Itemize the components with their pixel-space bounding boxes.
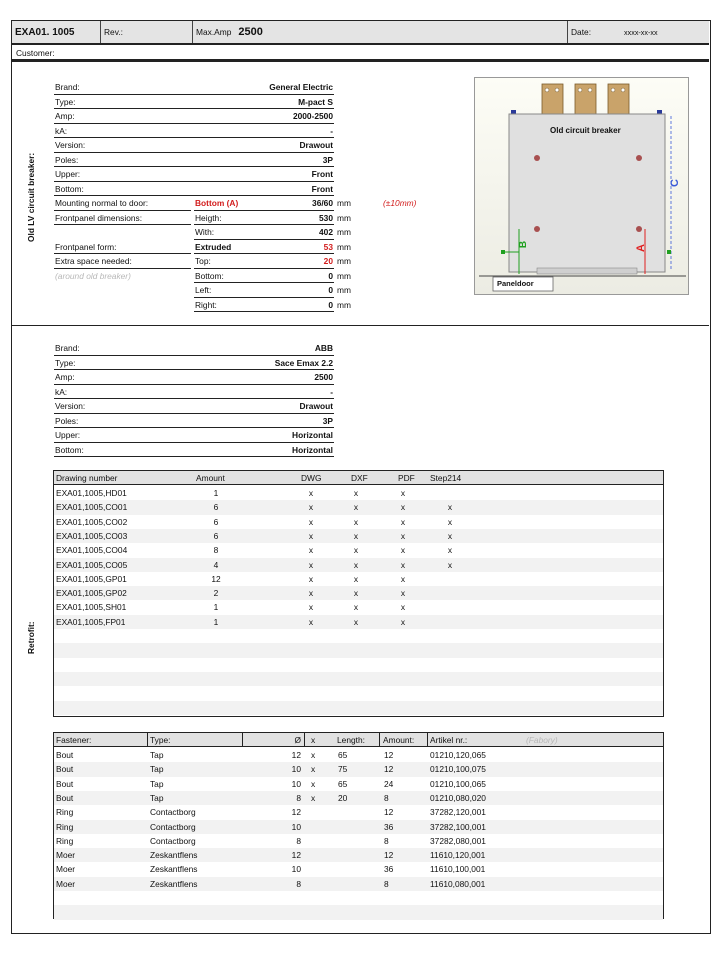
spec-label: kA: bbox=[55, 386, 68, 397]
fastener-type: Zeskantflens bbox=[150, 850, 198, 861]
unit-height: mm bbox=[337, 212, 351, 223]
table-row bbox=[54, 686, 663, 700]
drawing-dxf: x bbox=[353, 530, 359, 541]
fastener-type: Contactborg bbox=[150, 835, 196, 846]
fastener-kind: Ring bbox=[56, 821, 74, 832]
spec-label: Type: bbox=[55, 96, 76, 107]
date-label: Date: bbox=[571, 27, 592, 37]
old-breaker-section-label: Old LV circuit breaker: bbox=[26, 152, 36, 242]
fastener-artikel: 11610,080,001 bbox=[430, 878, 486, 889]
table-row bbox=[54, 805, 663, 819]
spec-value: ABB bbox=[314, 343, 333, 353]
col-step214: Step214 bbox=[430, 473, 462, 483]
drawing-dxf: x bbox=[353, 545, 359, 556]
drawing-step214: x bbox=[447, 530, 453, 541]
drawing-dxf: x bbox=[353, 516, 359, 527]
fastener-amount: 8 bbox=[384, 792, 389, 803]
table-row bbox=[54, 658, 663, 672]
drawing-amount: 4 bbox=[213, 559, 219, 570]
fastener-artikel: 37282,120,001 bbox=[430, 807, 486, 818]
spec-row bbox=[54, 138, 334, 153]
spec-row bbox=[54, 182, 334, 197]
drawing-dwg: x bbox=[308, 516, 314, 527]
drawing-step214: x bbox=[447, 559, 453, 570]
fastener-diameter: 12 bbox=[291, 807, 301, 818]
spec-label: kA: bbox=[55, 125, 68, 136]
breaker-sketch bbox=[475, 78, 690, 296]
drawing-dwg: x bbox=[308, 502, 314, 513]
spec-value: - bbox=[330, 386, 333, 397]
fastener-artikel: 11610,100,001 bbox=[430, 864, 486, 875]
fastener-amount: 36 bbox=[384, 821, 394, 832]
datasheet bbox=[11, 20, 711, 934]
fastener-diameter: 10 bbox=[291, 864, 301, 875]
unit-form: mm bbox=[337, 241, 351, 252]
fastener-kind: Ring bbox=[56, 807, 74, 818]
spec-label: Poles: bbox=[55, 415, 79, 426]
width-row: With: 402 bbox=[194, 225, 334, 240]
spec-label: Brand: bbox=[55, 343, 80, 353]
old-breaker-dimensions bbox=[54, 196, 351, 310]
fastener-x: x bbox=[311, 792, 316, 803]
table-row bbox=[54, 543, 663, 557]
drawing-number: EXA01,1005,CO02 bbox=[56, 516, 128, 527]
fastener-kind: Moer bbox=[56, 878, 76, 889]
table-row bbox=[54, 701, 663, 715]
drawing-pdf: x bbox=[400, 573, 406, 584]
spec-value: General Electric bbox=[269, 82, 333, 92]
spec-value: Drawout bbox=[299, 401, 333, 411]
fastener-length: 20 bbox=[338, 792, 348, 803]
col-fastener: Fastener: bbox=[56, 735, 92, 745]
left-row: Left: 0 bbox=[194, 283, 334, 298]
fastener-length: 75 bbox=[338, 764, 348, 775]
unit-left: mm bbox=[337, 285, 351, 295]
table-row bbox=[54, 486, 663, 500]
drawing-number: EXA01,1005,CO04 bbox=[56, 545, 128, 556]
bottom-row: Bottom: 0 bbox=[194, 269, 334, 284]
drawing-number: EXA01,1005,CO01 bbox=[56, 502, 128, 513]
fastener-kind: Bout bbox=[56, 764, 74, 775]
drawing-dxf: x bbox=[353, 502, 359, 513]
spec-label: Upper: bbox=[55, 430, 81, 440]
drawing-amount: 6 bbox=[213, 502, 219, 513]
spec-row bbox=[54, 109, 334, 124]
table-row bbox=[54, 672, 663, 686]
fastener-type: Tap bbox=[150, 778, 164, 789]
spec-label: Brand: bbox=[55, 82, 80, 92]
table-row bbox=[54, 629, 663, 643]
spec-row bbox=[54, 95, 334, 110]
height-row: Heigth: 530 bbox=[194, 211, 334, 226]
tolerance-note: (±10mm) bbox=[383, 198, 417, 208]
fastener-diameter: 10 bbox=[291, 821, 301, 832]
spec-row bbox=[54, 124, 334, 139]
drawing-dxf: x bbox=[353, 488, 359, 498]
fastener-length: 65 bbox=[338, 778, 348, 789]
drawing-number: EXA01,1005,FP01 bbox=[56, 616, 126, 627]
table-row bbox=[54, 877, 663, 891]
spec-value: Sace Emax 2.2 bbox=[274, 357, 333, 368]
drawing-amount: 8 bbox=[213, 545, 219, 556]
col-length: Length: bbox=[337, 735, 365, 745]
spec-value: Horizontal bbox=[292, 444, 333, 455]
drawing-number: EXA01,1005,CO03 bbox=[56, 530, 128, 541]
drawing-number: EXA01,1005,CO05 bbox=[56, 559, 128, 570]
col-dxf: DXF bbox=[351, 473, 368, 483]
drawing-dxf: x bbox=[353, 588, 359, 599]
fastener-kind: Bout bbox=[56, 792, 74, 803]
drawing-pdf: x bbox=[400, 502, 406, 513]
spec-label: Amp: bbox=[55, 111, 75, 121]
drawing-pdf: x bbox=[400, 602, 406, 613]
drawing-amount: 1 bbox=[213, 488, 219, 498]
drawing-amount: 12 bbox=[211, 573, 221, 584]
drawing-dwg: x bbox=[308, 602, 314, 613]
table-row bbox=[54, 905, 663, 919]
table-row bbox=[54, 572, 663, 586]
fastener-diameter: 8 bbox=[296, 878, 301, 889]
form-row: Extruded 53 bbox=[194, 240, 334, 255]
dim-c-label: C bbox=[668, 179, 681, 187]
fastener-kind: Bout bbox=[56, 750, 74, 760]
spec-row bbox=[54, 414, 334, 429]
col-amount: Amount bbox=[196, 473, 225, 483]
maxamp-field bbox=[193, 21, 568, 43]
col-artikel: Artikel nr.: bbox=[430, 735, 468, 745]
fastener-artikel: 37282,080,001 bbox=[430, 835, 486, 846]
drawing-number: EXA01,1005,SH01 bbox=[56, 602, 127, 613]
col-dwg: DWG bbox=[301, 473, 322, 483]
fastener-diameter: 12 bbox=[291, 750, 301, 760]
drawing-pdf: x bbox=[400, 616, 406, 627]
drawings-table bbox=[53, 470, 664, 717]
fastener-kind: Bout bbox=[56, 778, 74, 789]
drawing-step214: x bbox=[447, 516, 453, 527]
fastener-diameter: 8 bbox=[296, 792, 301, 803]
table-row bbox=[54, 515, 663, 529]
col-type: Type: bbox=[150, 735, 171, 745]
table-row bbox=[54, 586, 663, 600]
spec-label: Type: bbox=[55, 357, 76, 368]
fastener-artikel: 01210,120,065 bbox=[430, 750, 486, 760]
drawing-amount: 6 bbox=[213, 516, 219, 527]
drawing-dwg: x bbox=[308, 588, 314, 599]
fastener-type: Zeskantflens bbox=[150, 878, 198, 889]
fastener-amount: 8 bbox=[384, 878, 389, 889]
fastener-type: Contactborg bbox=[150, 807, 196, 818]
spec-label: Poles: bbox=[55, 154, 79, 165]
table-row bbox=[54, 558, 663, 572]
maxamp-value: 2500 bbox=[238, 26, 263, 38]
fastener-amount: 12 bbox=[384, 850, 394, 861]
drawing-dxf: x bbox=[353, 602, 359, 613]
table-row bbox=[54, 615, 663, 629]
mounting-row: Mounting normal to door: bbox=[54, 196, 191, 211]
customer-row: Customer: bbox=[12, 45, 709, 62]
fastener-artikel: 37282,100,001 bbox=[430, 821, 486, 832]
col-amount: Amount: bbox=[383, 735, 415, 745]
drawing-pdf: x bbox=[400, 545, 406, 556]
drawing-number: EXA01,1005,GP02 bbox=[56, 588, 127, 599]
drawing-pdf: x bbox=[400, 530, 406, 541]
project-number: EXA01. 1005 bbox=[12, 21, 101, 43]
fastener-amount: 8 bbox=[384, 835, 389, 846]
spec-label: Amp: bbox=[55, 372, 75, 382]
drawing-number: EXA01,1005,HD01 bbox=[56, 488, 127, 498]
drawing-pdf: x bbox=[400, 588, 406, 599]
drawings-table-header bbox=[54, 471, 663, 485]
drawing-dwg: x bbox=[308, 545, 314, 556]
fastener-artikel: 01210,080,020 bbox=[430, 792, 486, 803]
old-breaker-drawing bbox=[474, 77, 689, 295]
date-field bbox=[568, 21, 709, 43]
spec-row bbox=[54, 80, 334, 95]
drawing-amount: 2 bbox=[213, 588, 219, 599]
spec-value: 2500 bbox=[314, 372, 333, 382]
spec-label: Version: bbox=[55, 401, 86, 411]
spec-value: Front bbox=[311, 169, 333, 179]
fastener-artikel: 01210,100,075 bbox=[430, 764, 486, 775]
spec-row bbox=[54, 341, 334, 356]
unit-bottom: mm bbox=[337, 270, 351, 281]
fastener-amount: 12 bbox=[384, 764, 394, 775]
top-row: Top: 20 bbox=[194, 254, 334, 269]
unit-mounting: mm bbox=[337, 198, 351, 208]
rev-label: Rev.: bbox=[101, 21, 193, 43]
fastener-type: Tap bbox=[150, 792, 164, 803]
table-row bbox=[54, 643, 663, 657]
drawing-dwg: x bbox=[308, 488, 314, 498]
fasteners-table bbox=[53, 732, 664, 919]
drawing-dxf: x bbox=[353, 616, 359, 627]
drawing-dwg: x bbox=[308, 530, 314, 541]
fastener-artikel: 11610,120,001 bbox=[430, 850, 486, 861]
table-row bbox=[54, 820, 663, 834]
spec-value: - bbox=[330, 125, 333, 136]
fastener-x: x bbox=[311, 764, 316, 775]
table-row bbox=[54, 748, 663, 762]
table-row bbox=[54, 777, 663, 791]
fasteners-table-header bbox=[54, 733, 663, 747]
dim-a-label: A bbox=[634, 244, 647, 252]
paneldoor-label: Paneldoor bbox=[497, 279, 534, 288]
table-row bbox=[54, 762, 663, 776]
fastener-amount: 12 bbox=[384, 750, 394, 760]
fastener-kind: Moer bbox=[56, 850, 76, 861]
maxamp-label: Max.Amp bbox=[196, 27, 232, 37]
spec-label: Bottom: bbox=[55, 444, 84, 455]
drawing-pdf: x bbox=[400, 516, 406, 527]
col-drawing-number: Drawing number bbox=[56, 473, 118, 483]
spec-row bbox=[54, 385, 334, 400]
spec-value: Drawout bbox=[299, 140, 333, 150]
drawing-title: Old circuit breaker bbox=[550, 126, 621, 135]
fastener-amount: 36 bbox=[384, 864, 394, 875]
table-row bbox=[54, 891, 663, 905]
table-row bbox=[54, 791, 663, 805]
frontpanel-dim-row: Frontpanel dimensions: bbox=[54, 211, 191, 226]
drawing-dwg: x bbox=[308, 573, 314, 584]
fastener-amount: 24 bbox=[384, 778, 394, 789]
drawing-pdf: x bbox=[400, 488, 406, 498]
table-row bbox=[54, 529, 663, 543]
fastener-artikel: 01210,100,065 bbox=[430, 778, 486, 789]
fastener-type: Zeskantflens bbox=[150, 864, 198, 875]
drawing-step214: x bbox=[447, 545, 453, 556]
drawing-amount: 1 bbox=[213, 602, 219, 613]
fastener-length: 65 bbox=[338, 750, 348, 760]
col-pdf: PDF bbox=[398, 473, 415, 483]
fastener-diameter: 12 bbox=[291, 850, 301, 861]
spec-row bbox=[54, 370, 334, 385]
extra-space-row: Extra space needed: bbox=[54, 254, 191, 269]
drawing-pdf: x bbox=[400, 559, 406, 570]
spec-row bbox=[54, 443, 334, 458]
spec-label: Upper: bbox=[55, 169, 81, 179]
fastener-diameter: 10 bbox=[291, 778, 301, 789]
drawing-step214: x bbox=[447, 502, 453, 513]
mounting-value-row: Bottom (A) 36/60 bbox=[194, 196, 334, 211]
fastener-diameter: 8 bbox=[296, 835, 301, 846]
drawing-dxf: x bbox=[353, 573, 359, 584]
col-x: x bbox=[311, 735, 316, 745]
spec-row bbox=[54, 428, 334, 443]
spec-row bbox=[54, 356, 334, 371]
spec-value: 2000-2500 bbox=[292, 111, 333, 121]
header-bar bbox=[12, 21, 709, 45]
retrofit-section-label: Retrofit: bbox=[26, 621, 36, 654]
fastener-kind: Ring bbox=[56, 835, 74, 846]
dim-b-label: B bbox=[518, 240, 530, 249]
spec-value: 3P bbox=[322, 415, 333, 426]
spec-label: Version: bbox=[55, 140, 86, 150]
spec-row bbox=[54, 399, 334, 414]
table-row bbox=[54, 600, 663, 614]
right-row: Right: 0 bbox=[194, 298, 334, 313]
fastener-x: x bbox=[311, 750, 316, 760]
drawing-amount: 6 bbox=[213, 530, 219, 541]
around-old-breaker-note: (around old breaker) bbox=[55, 271, 131, 281]
fastener-x: x bbox=[311, 778, 316, 789]
date-value: xxxx-xx-xx bbox=[624, 27, 658, 37]
col-diameter: Ø bbox=[294, 735, 301, 745]
fastener-kind: Moer bbox=[56, 864, 76, 875]
table-row bbox=[54, 862, 663, 876]
table-row bbox=[54, 834, 663, 848]
fastener-type: Contactborg bbox=[150, 821, 196, 832]
unit-width: mm bbox=[337, 227, 351, 237]
fastener-type: Tap bbox=[150, 764, 164, 775]
spec-row bbox=[54, 167, 334, 182]
fastener-diameter: 10 bbox=[291, 764, 301, 775]
spec-value: Horizontal bbox=[292, 430, 333, 440]
spec-value: Front bbox=[311, 183, 333, 194]
frontpanel-form-row: Frontpanel form: bbox=[54, 240, 191, 255]
drawing-number: EXA01,1005,GP01 bbox=[56, 573, 127, 584]
spec-row bbox=[54, 153, 334, 168]
fastener-amount: 12 bbox=[384, 807, 394, 818]
unit-right: mm bbox=[337, 299, 351, 310]
table-row bbox=[54, 500, 663, 514]
spec-label: Bottom: bbox=[55, 183, 84, 194]
drawing-dxf: x bbox=[353, 559, 359, 570]
drawing-dwg: x bbox=[308, 559, 314, 570]
col-fabory: (Fabory) bbox=[526, 735, 558, 745]
table-row bbox=[54, 848, 663, 862]
drawing-amount: 1 bbox=[213, 616, 219, 627]
spec-value: 3P bbox=[322, 154, 333, 165]
unit-top: mm bbox=[337, 256, 351, 266]
fastener-type: Tap bbox=[150, 750, 164, 760]
spec-value: M-pact S bbox=[298, 96, 333, 107]
drawing-dwg: x bbox=[308, 616, 314, 627]
